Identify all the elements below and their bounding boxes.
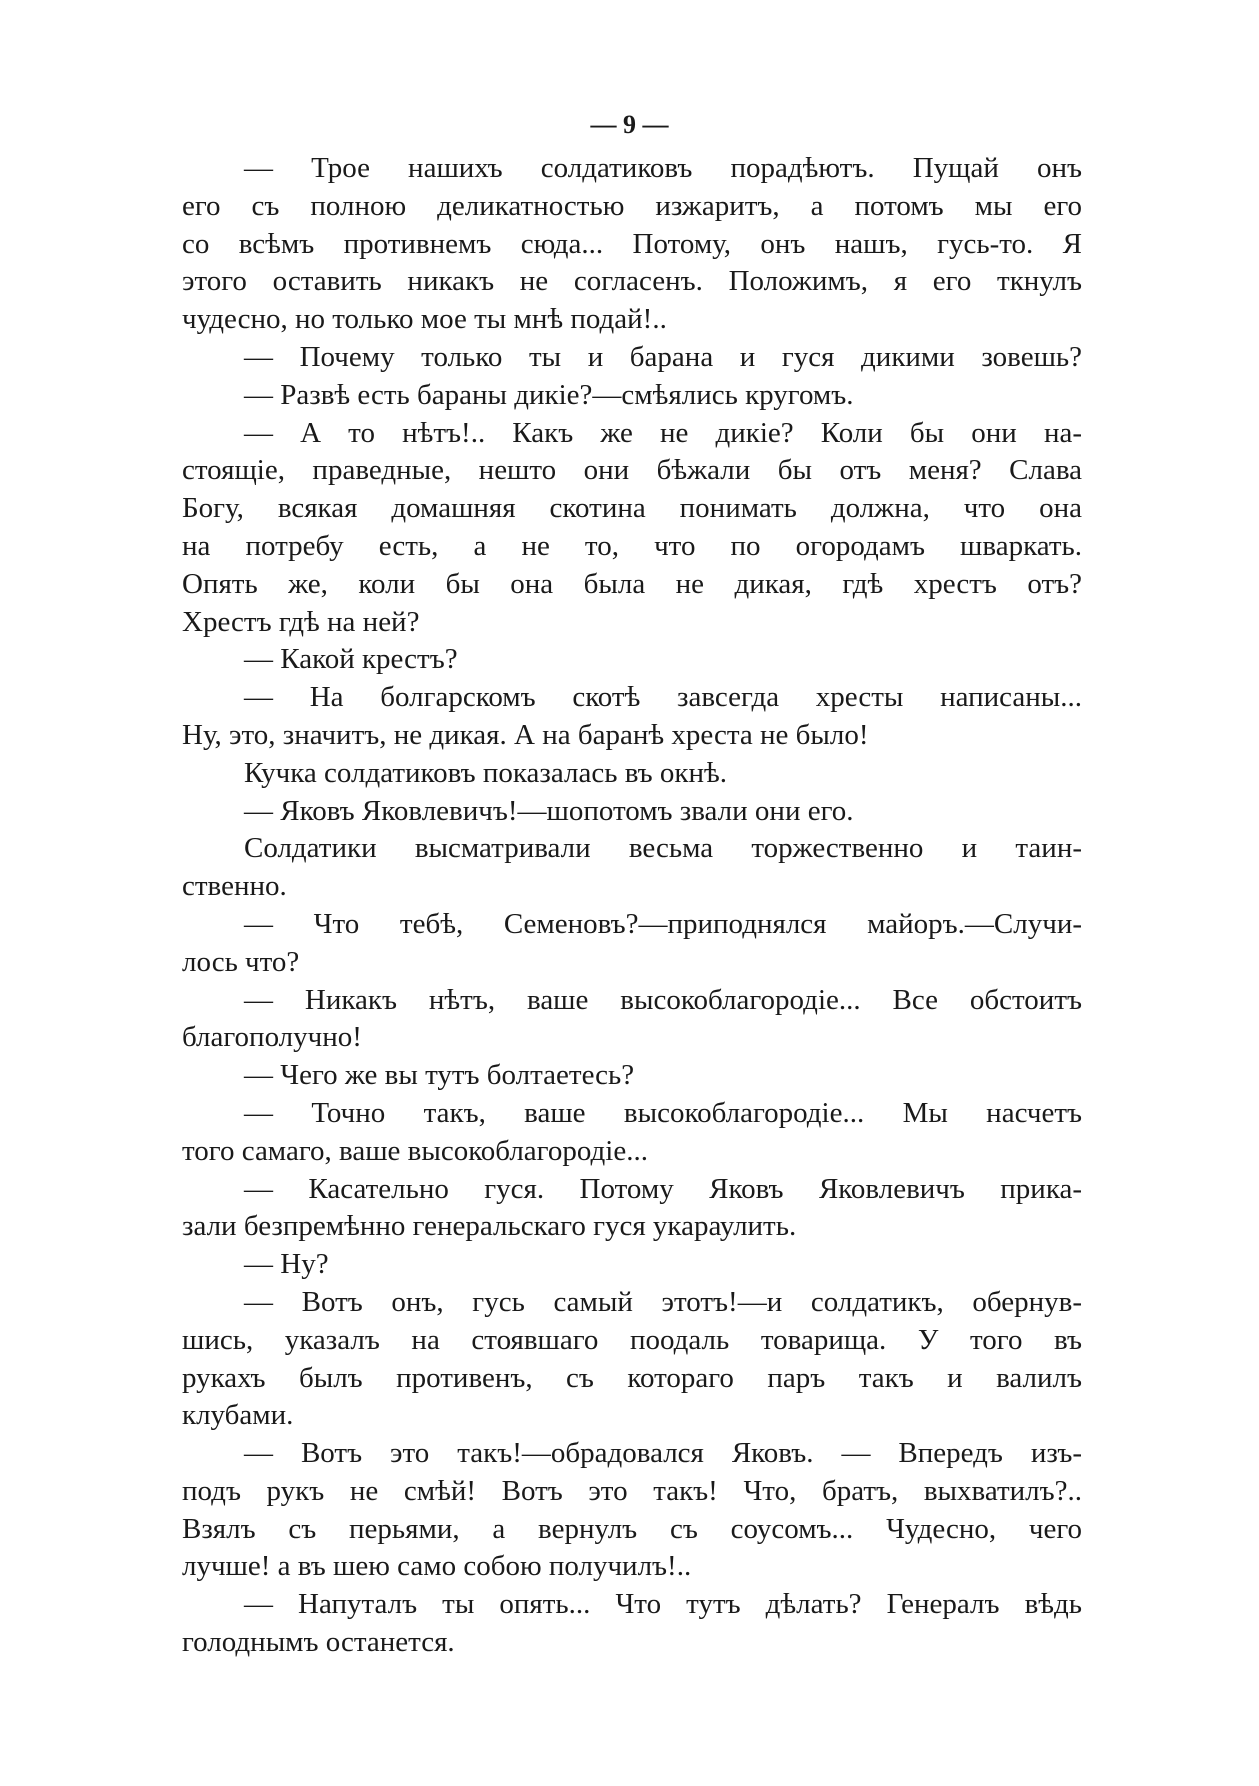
text-line: — Напуталъ ты опять... Что тутъ дѣлать? Генералъ вѣдь xyxy=(244,1588,1082,1621)
text-line: со всѣмъ противнемъ сюда... Потому, онъ нашъ, гусь-то. Я xyxy=(182,227,1082,260)
text-line: зали безпремѣнно генеральскаго гуся укараулить. xyxy=(182,1210,797,1243)
text-line: шись, указалъ на стоявшаго поодаль товарища. У того въ xyxy=(182,1323,1082,1356)
body-text xyxy=(182,150,1082,1662)
text-line: Хрестъ гдѣ на ней? xyxy=(182,605,420,638)
text-line: — Какой крестъ? xyxy=(244,643,458,676)
text-line: ственно. xyxy=(182,870,287,903)
text-line: на потребу есть, а не то, что по огородамъ шваркать. xyxy=(182,529,1082,562)
text-line: — Трое нашихъ солдатиковъ порадѣютъ. Пущай онъ xyxy=(244,152,1082,184)
text-line: благополучно! xyxy=(182,1021,362,1054)
text-line: рукахъ былъ противенъ, съ котораго паръ такъ и валилъ xyxy=(182,1361,1082,1394)
text-line: — Развѣ есть бараны дикіе?—смѣялись кругомъ. xyxy=(244,378,854,411)
text-line: — Почему только ты и барана и гуся дикими зовешь? xyxy=(244,340,1082,373)
text-line: — На болгарскомъ скотѣ завсегда хресты написаны... xyxy=(244,681,1082,714)
text-line: — Вотъ онъ, гусь самый этотъ!—и солдатикъ, обернув- xyxy=(244,1285,1082,1318)
text-line: — Что тебѣ, Семеновъ?—приподнялся майоръ.—Случи- xyxy=(244,907,1082,940)
text-line: стоящіе, праведные, нешто они бѣжали бы отъ меня? Слава xyxy=(182,454,1082,487)
text-line: — А то нѣтъ!.. Какъ же не дикіе? Коли бы они на- xyxy=(244,416,1082,449)
text-line: Опять же, коли бы она была не дикая, гдѣ хрестъ отъ? xyxy=(182,567,1082,600)
text-line: того самаго, ваше высокоблагородіе... xyxy=(182,1134,648,1167)
text-line: подъ рукъ не смѣй! Вотъ это такъ! Что, братъ, выхватилъ?.. xyxy=(182,1474,1082,1507)
text-line: — Никакъ нѣтъ, ваше высокоблагородіе... Все обстоитъ xyxy=(244,983,1082,1016)
text-line: голоднымъ останется. xyxy=(182,1626,455,1659)
text-line: Взялъ съ перьями, а вернулъ съ соусомъ... Чудесно, чего xyxy=(182,1512,1082,1545)
text-line: лучше! а въ шею само собою получилъ!.. xyxy=(182,1550,692,1583)
text-line: Солдатики высматривали весьма торжественно и таин- xyxy=(244,832,1082,865)
text-line: его съ полною деликатностью изжаритъ, а потомъ мы его xyxy=(182,189,1082,222)
text-line: — Вотъ это такъ!—обрадовался Яковъ. — Впередъ изъ- xyxy=(244,1437,1082,1470)
text-line: чудесно, но только мое ты мнѣ подай!.. xyxy=(182,303,667,336)
text-line: Кучка солдатиковъ показалась въ окнѣ. xyxy=(244,756,728,789)
text-line: — Ну? xyxy=(244,1248,329,1281)
text-line: лось что? xyxy=(182,945,300,978)
text-line: клубами. xyxy=(182,1399,294,1432)
text-line: Богу, всякая домашняя скотина понимать должна, что она xyxy=(182,492,1082,525)
text-line: Ну, это, значитъ, не дикая. А на баранѣ хреста не было! xyxy=(182,718,869,751)
text-line: — Яковъ Яковлевичъ!—шопотомъ звали они его. xyxy=(244,794,854,827)
page-number: — 9 — xyxy=(590,110,669,139)
text-line: — Касательно гуся. Потому Яковъ Яковлевичъ прика- xyxy=(244,1172,1082,1205)
text-line: — Точно такъ, ваше высокоблагородіе... Мы насчетъ xyxy=(244,1096,1082,1129)
text-line: — Чего же вы тутъ болтаетесь? xyxy=(244,1059,635,1092)
text-line: этого оставить никакъ не согласенъ. Положимъ, я его ткнулъ xyxy=(182,265,1082,298)
